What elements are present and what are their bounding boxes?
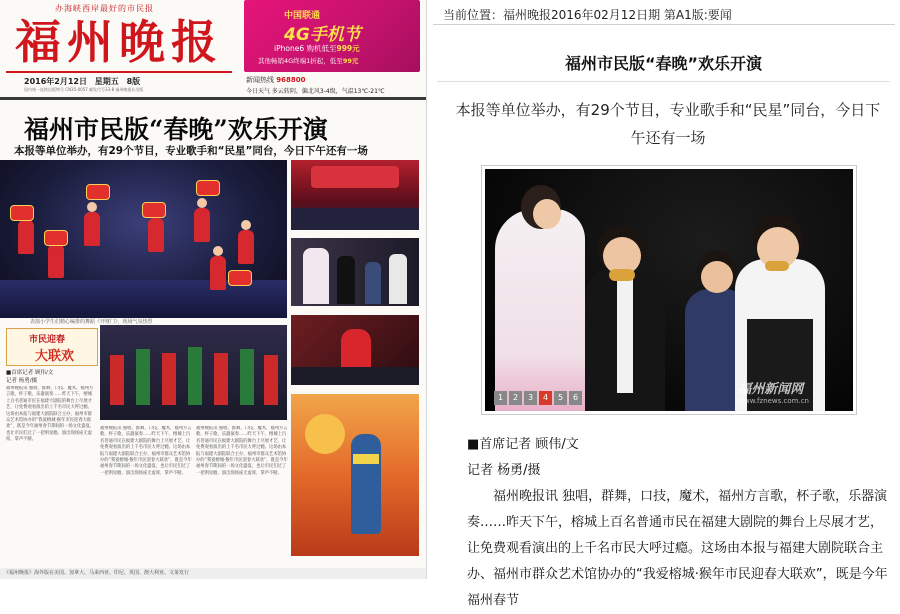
masthead [0, 0, 426, 100]
masthead-rule [0, 97, 426, 100]
front-text-column-3: 福州晚报讯 独唱，群舞，口技，魔术，福州方言歌，杯子歌，乐器演奏……昨天下午，榕城上百名普通市民在福建大剧院的舞台上尽展才艺，让免费观看演出的上千名市民大呼过瘾。这场由本报与福建大剧院联合主办、福州市群众艺术馆协办的“我爱榕城·猴年市民迎春大联欢”，既是今年福州春节期间的一场文化盛宴，也让市民们过了一把明星瘾。演出现场座无虚席，掌声不断。 [196, 426, 288, 476]
breadcrumb-divider [433, 24, 895, 25]
news-hotline: 新闻热线 968800 [246, 76, 306, 84]
ad-offer-1: iPhone6 购机低至999元 [274, 44, 360, 53]
front-page-headline: 福州市民版“春晚”欢乐开演 [24, 115, 328, 144]
newspaper-page[interactable] [0, 0, 427, 579]
article-body: 福州晚报讯 独唱，群舞，口技，魔术，福州方言歌，杯子歌，乐器演奏……昨天下午，榕城上百名普通市民在福建大剧院的舞台上尽展才艺，让免费观看演出的上千名市民大呼过瘾。这场由本报与福建大剧院联合主办、福州市群众艺术馆协办的“我爱榕城·猴年市民迎春大联欢”，既是今年福州春节 [467, 489, 888, 608]
column-title-main: 大联欢 [35, 349, 75, 364]
singer-photo [291, 315, 419, 385]
unicom-ad[interactable] [244, 0, 420, 72]
breadcrumb[interactable]: 当前位置：福州晚报2016年02月12日期 第A1版:要闻 [443, 8, 732, 22]
front-text-column-1: 福州晚报讯 独唱，群舞，口技，魔术，福州方言歌，杯子歌，乐器演奏……昨天下午，榕城上百名普通市民在福建大剧院的舞台上尽展才艺，让免费观看演出的上千名市民大呼过瘾。这场由本报与福建大剧院联合主办、福州市群众艺术馆协办的“我爱榕城·猴年市民迎春大联欢”，既是今年福州春节期间的一场文化盛宴，也让市民们过了一把明星瘾。演出现场座无虚席，掌声不断。 [6, 386, 95, 443]
slideshow-pager [494, 391, 582, 405]
slideshow-page-1[interactable]: 1 [494, 391, 507, 405]
weather-line: 今日天气 多云转阴，偏北风3-4级，气温13℃-21℃ [246, 88, 385, 95]
slideshow-page-3[interactable]: 3 [524, 391, 537, 405]
title-divider [437, 81, 890, 82]
article-panel [427, 0, 900, 608]
slideshow-page-5[interactable]: 5 [554, 391, 567, 405]
dateline [24, 76, 145, 87]
slideshow-image[interactable] [485, 169, 853, 411]
column-title-top: 市民迎春 [29, 335, 66, 345]
ethnic-dance-photo [291, 394, 419, 556]
slideshow-page-4[interactable]: 4 [539, 391, 552, 405]
front-page-deck: 本报等单位举办，有29个节目，专业歌手和“民星”同台，今日下午还有一场 [14, 145, 368, 157]
column-title-box [6, 328, 98, 366]
front-bottom-strip: 《福州晚报》海外版在美国、加拿大、马来西亚、印尼、英国、澳大利亚、文莱发行 [0, 568, 427, 579]
front-reporter-photo: 记者 杨勇/摄 [6, 378, 38, 384]
photo-slideshow[interactable] [481, 165, 857, 415]
publication-info: 国内统一连续出版物号 CN35-0057 邮发代号33-8 福州晚报社出版 [24, 87, 144, 92]
slideshow-page-6[interactable]: 6 [569, 391, 582, 405]
dance-photo-caption: 表演小学生们精心编排的舞蹈《开财门》，现场气氛热烈 [30, 319, 153, 325]
masthead-slogan: 办海峡西岸最好的市民报 [55, 4, 154, 13]
article-subtitle: 本报等单位举办，有29个节目，专业歌手和“民星”同台，今日下午还有一场 [455, 101, 881, 147]
dance-photo [0, 160, 287, 318]
photo-watermark: 福州新闻网 www.fznews.com.cn [738, 382, 809, 405]
slideshow-page-2[interactable]: 2 [509, 391, 522, 405]
article-title: 福州市民版“春晚”欢乐开演 [564, 54, 763, 73]
byline-writer: ■首席记者 顾伟/文 [467, 437, 579, 452]
ad-product: 4G手机节 [284, 25, 361, 45]
front-reporter-writer: ■首席记者 顾伟/文 [6, 370, 54, 376]
group-dance-photo [100, 325, 287, 420]
issue-date: 2016年2月12日 [24, 77, 87, 86]
issue-pages: 8版 [126, 77, 141, 86]
magic-photo [291, 238, 419, 306]
ad-offer-2: 其他畅销4G终端1折起，低至99元 [258, 57, 359, 65]
logo-rule [6, 71, 232, 73]
newspaper-logo: 福州晚报 [15, 15, 223, 69]
issue-weekday: 星期五 [94, 77, 119, 86]
byline-photographer: 记者 杨勇/摄 [467, 463, 541, 478]
front-text-column-2: 福州晚报讯 独唱，群舞，口技，魔术，福州方言歌，杯子歌，乐器演奏……昨天下午，榕城上百名普通市民在福建大剧院的舞台上尽展才艺，让免费观看演出的上千名市民大呼过瘾。这场由本报与福建大剧院联合主办、福州市群众艺术馆协办的“我爱榕城·猴年市民迎春大联欢”，既是今年福州春节期间的一场文化盛宴，也让市民们过了一把明星瘾。演出现场座无虚席，掌声不断。 [100, 426, 192, 476]
stage-photo [291, 160, 419, 230]
ad-brand: 中国联通 [284, 11, 321, 21]
